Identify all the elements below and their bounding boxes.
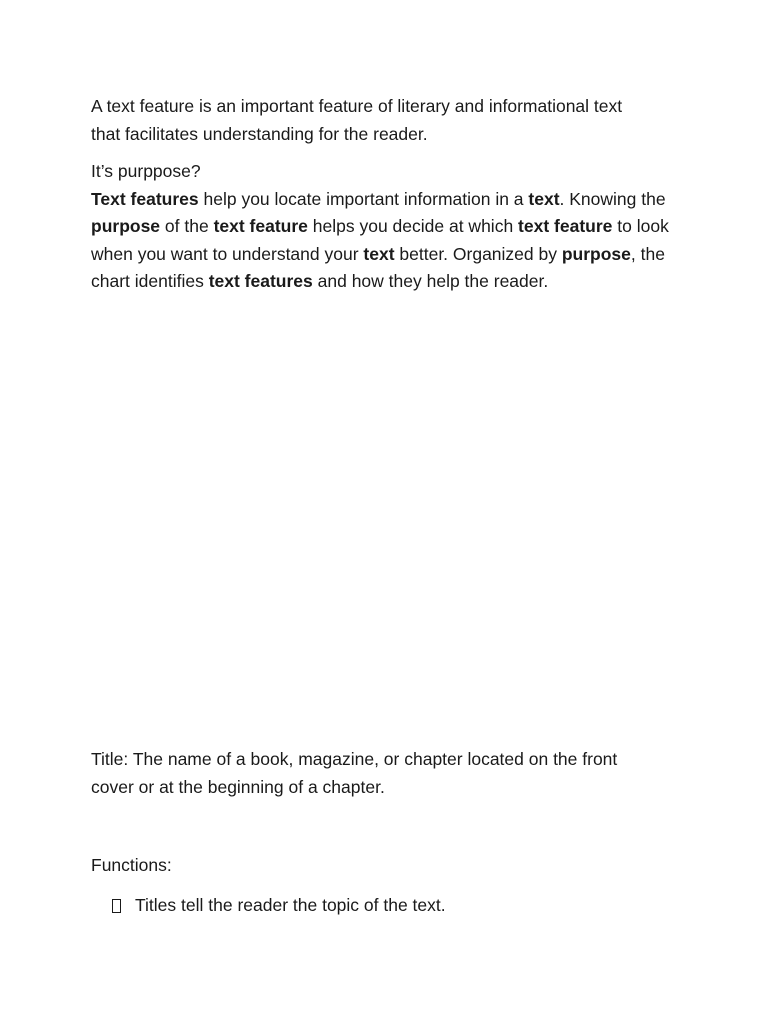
functions-list-item: [112, 892, 672, 920]
title-def-line-2: cover or at the beginning of a chapter.: [91, 776, 385, 797]
functions-heading: Functions:: [91, 855, 172, 875]
purpose-text-run: to look when you want to understand your: [91, 216, 669, 264]
purpose-bold-term: text feature: [213, 216, 308, 236]
title-def-line-1: Title: The name of a book, magazine, or chapter located on the front: [91, 749, 618, 769]
purpose-text-run: and how they help the reader.: [312, 271, 549, 291]
purpose-text-run: , the chart identifies: [91, 243, 665, 291]
intro-paragraph: [91, 93, 691, 148]
purpose-text-run: . Knowing the: [559, 188, 666, 209]
title-definition: [91, 746, 691, 801]
purpose-bold-term: purpose: [91, 216, 161, 236]
intro-line-2: that facilitates understanding for the reader.: [91, 123, 428, 144]
functions-item-text: Titles tell the reader the topic of the text.: [135, 895, 446, 915]
intro-line-1: A text feature is an important feature of literary and informational text: [91, 96, 623, 116]
purpose-text-run: of the: [160, 216, 214, 236]
purpose-bold-term: text features: [208, 271, 313, 291]
purpose-heading: It’s purppose?: [91, 161, 201, 181]
purpose-section: [91, 158, 691, 296]
purpose-bold-term: text: [528, 188, 560, 209]
purpose-text-run: better. Organized by: [394, 243, 562, 264]
purpose-bold-term: purpose: [561, 243, 631, 264]
purpose-text-run: helps you decide at which: [307, 216, 519, 236]
purpose-bold-term: Text features: [91, 188, 199, 209]
bullet-box-icon: [112, 899, 121, 913]
purpose-text-run: help you locate important information in a: [198, 188, 529, 209]
purpose-bold-term: text: [363, 243, 395, 264]
purpose-body: [91, 189, 669, 292]
purpose-bold-term: text feature: [518, 216, 613, 236]
